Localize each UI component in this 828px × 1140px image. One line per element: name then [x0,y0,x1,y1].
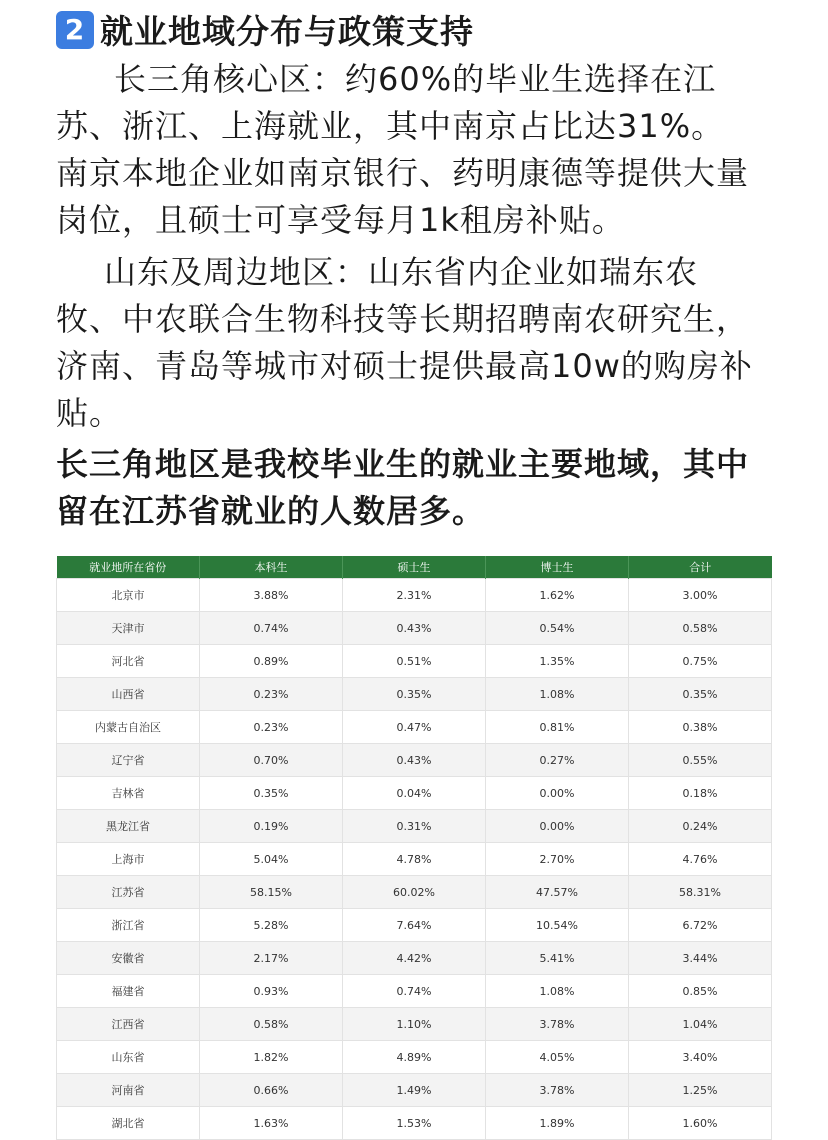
cell-province: 山西省 [57,678,200,711]
cell-undergraduate: 0.23% [200,711,343,744]
cell-province: 天津市 [57,612,200,645]
cell-province: 湖北省 [57,1107,200,1140]
cell-total: 0.35% [629,678,772,711]
cell-total: 4.76% [629,843,772,876]
table-row [57,777,772,810]
cell-province: 辽宁省 [57,744,200,777]
cell-province: 内蒙古自治区 [57,711,200,744]
cell-undergraduate: 58.15% [200,876,343,909]
table-row [57,1074,772,1107]
cell-master: 2.31% [343,579,486,612]
cell-master: 1.53% [343,1107,486,1140]
cell-doctor: 0.81% [486,711,629,744]
cell-total: 3.00% [629,579,772,612]
cell-master: 4.42% [343,942,486,975]
table-row [57,1107,772,1140]
cell-province: 吉林省 [57,777,200,810]
table-row [57,1041,772,1074]
cell-total: 6.72% [629,909,772,942]
table-row [57,612,772,645]
cell-undergraduate: 1.82% [200,1041,343,1074]
cell-doctor: 10.54% [486,909,629,942]
table-header-row [57,556,772,579]
cell-province: 江西省 [57,1008,200,1041]
header-doctor: 博士生 [486,556,629,579]
cell-master: 4.89% [343,1041,486,1074]
cell-province: 浙江省 [57,909,200,942]
cell-master: 0.35% [343,678,486,711]
cell-doctor: 1.35% [486,645,629,678]
cell-total: 0.38% [629,711,772,744]
cell-doctor: 0.00% [486,810,629,843]
cell-doctor: 1.62% [486,579,629,612]
number-badge: 2 [56,11,94,49]
table-row [57,876,772,909]
cell-undergraduate: 1.63% [200,1107,343,1140]
table-row [57,1008,772,1041]
cell-master: 1.10% [343,1008,486,1041]
cell-doctor: 5.41% [486,942,629,975]
cell-total: 0.58% [629,612,772,645]
cell-doctor: 3.78% [486,1008,629,1041]
cell-total: 0.55% [629,744,772,777]
cell-master: 0.47% [343,711,486,744]
cell-total: 0.24% [629,810,772,843]
cell-undergraduate: 0.19% [200,810,343,843]
table-row [57,843,772,876]
cell-province: 黑龙江省 [57,810,200,843]
cell-master: 0.43% [343,744,486,777]
header-master: 硕士生 [343,556,486,579]
header-total: 合计 [629,556,772,579]
cell-master: 7.64% [343,909,486,942]
header-province: 就业地所在省份 [57,556,200,579]
header-undergraduate: 本科生 [200,556,343,579]
cell-undergraduate: 5.04% [200,843,343,876]
cell-undergraduate: 3.88% [200,579,343,612]
cell-doctor: 0.00% [486,777,629,810]
cell-total: 0.85% [629,975,772,1008]
paragraph-shandong: 山东及周边地区：山东省内企业如瑞东农牧、中农联合生物科技等长期招聘南农研究生，济南、青岛等城市对硕士提供最高10w的购房补贴。 [56,253,753,432]
paragraph-summary: 长三角地区是我校毕业生的就业主要地域，其中留在江苏省就业的人数居多。 [56,445,750,530]
cell-undergraduate: 0.93% [200,975,343,1008]
cell-province: 河南省 [57,1074,200,1107]
cell-master: 0.31% [343,810,486,843]
table-row [57,645,772,678]
cell-province: 江苏省 [57,876,200,909]
section-heading [56,6,474,53]
cell-master: 0.04% [343,777,486,810]
cell-province: 福建省 [57,975,200,1008]
cell-province: 山东省 [57,1041,200,1074]
cell-doctor: 1.08% [486,975,629,1008]
table-row [57,942,772,975]
cell-doctor: 1.89% [486,1107,629,1140]
cell-doctor: 2.70% [486,843,629,876]
cell-master: 0.74% [343,975,486,1008]
table-row [57,579,772,612]
cell-total: 1.04% [629,1008,772,1041]
cell-province: 上海市 [57,843,200,876]
cell-undergraduate: 0.66% [200,1074,343,1107]
cell-doctor: 0.27% [486,744,629,777]
table-row [57,909,772,942]
table-row [57,975,772,1008]
employment-table-container [56,556,772,1140]
section-title: 就业地域分布与政策支持 [100,12,474,51]
cell-total: 1.25% [629,1074,772,1107]
cell-doctor: 3.78% [486,1074,629,1107]
cell-master: 4.78% [343,843,486,876]
cell-total: 58.31% [629,876,772,909]
cell-province: 北京市 [57,579,200,612]
paragraph-yangtze-delta: 长三角核心区：约60%的毕业生选择在江苏、浙江、上海就业，其中南京占比达31%。南京本地企业如南京银行、药明康德等提供大量岗位，且硕士可享受每月1k租房补贴。 [56,60,750,239]
cell-master: 0.51% [343,645,486,678]
cell-total: 1.60% [629,1107,772,1140]
cell-undergraduate: 0.74% [200,612,343,645]
cell-doctor: 0.54% [486,612,629,645]
cell-doctor: 4.05% [486,1041,629,1074]
cell-province: 河北省 [57,645,200,678]
table-row [57,678,772,711]
cell-doctor: 47.57% [486,876,629,909]
cell-province: 安徽省 [57,942,200,975]
cell-undergraduate: 5.28% [200,909,343,942]
cell-undergraduate: 0.70% [200,744,343,777]
cell-master: 0.43% [343,612,486,645]
employment-region-table [56,556,772,1140]
table-row [57,711,772,744]
cell-total: 0.18% [629,777,772,810]
cell-total: 0.75% [629,645,772,678]
cell-undergraduate: 0.89% [200,645,343,678]
cell-undergraduate: 0.58% [200,1008,343,1041]
cell-total: 3.40% [629,1041,772,1074]
cell-undergraduate: 0.35% [200,777,343,810]
table-row [57,744,772,777]
cell-doctor: 1.08% [486,678,629,711]
cell-master: 60.02% [343,876,486,909]
cell-total: 3.44% [629,942,772,975]
cell-undergraduate: 0.23% [200,678,343,711]
cell-undergraduate: 2.17% [200,942,343,975]
table-row [57,810,772,843]
cell-master: 1.49% [343,1074,486,1107]
